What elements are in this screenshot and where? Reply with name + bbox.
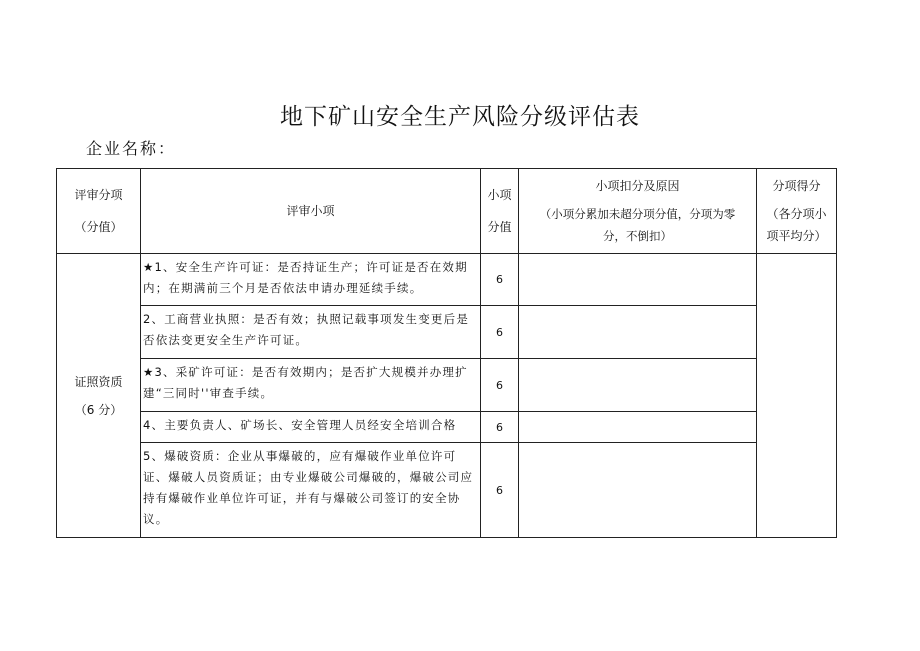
header-deduction — [519, 169, 757, 254]
company-name-label: 企业名称： — [86, 139, 177, 158]
page-title: 地下矿山安全生产风险分级评估表 — [280, 104, 640, 130]
header-deduction-note1: （小项分累加未超分项分值，分项为零 — [539, 207, 736, 221]
header-subscore-line2: 分值 — [487, 220, 512, 234]
item-text: 5、爆破资质：企业从事爆破的，应有爆破作业单位许可证、爆破人员资质证；由专业爆破公司爆破的，爆破公司应持有爆破作业单位许可证，并有与爆破公司签订的安全协议。 — [141, 443, 481, 538]
table-row — [57, 306, 837, 359]
header-result-note1: （各分项小 — [766, 207, 827, 221]
item-score: 6 — [481, 443, 519, 538]
header-result — [757, 169, 837, 254]
header-category-unit: （分值） — [74, 220, 123, 234]
item-text: ★3、采矿许可证：是否有效期内；是否扩大规模并办理扩建“三同时''审查手续。 — [141, 359, 481, 412]
header-category — [57, 169, 141, 254]
category-score: （6 分） — [74, 402, 123, 417]
category-cell — [57, 254, 141, 538]
deduction-cell[interactable] — [519, 359, 757, 412]
table-row — [57, 443, 837, 538]
item-score: 6 — [481, 359, 519, 412]
deduction-cell[interactable] — [519, 306, 757, 359]
header-category-title: 评审分项 — [74, 188, 123, 202]
header-deduction-title: 小项扣分及原因 — [595, 179, 680, 193]
table-row — [57, 254, 837, 306]
header-subscore-line1: 小项 — [487, 188, 512, 202]
header-item: 评审小项 — [141, 169, 481, 254]
header-result-note2: 项平均分） — [766, 229, 827, 243]
deduction-cell[interactable] — [519, 412, 757, 443]
category-name: 证照资质 — [74, 374, 123, 389]
assessment-table — [56, 168, 837, 538]
item-score: 6 — [481, 412, 519, 443]
table-row — [57, 359, 837, 412]
header-result-title: 分项得分 — [772, 179, 821, 193]
table-header-row — [57, 169, 837, 254]
deduction-cell[interactable] — [519, 443, 757, 538]
header-deduction-note2: 分，不倒扣） — [603, 229, 672, 243]
item-score: 6 — [481, 306, 519, 359]
table-row — [57, 412, 837, 443]
header-subscore — [481, 169, 519, 254]
deduction-cell[interactable] — [519, 254, 757, 306]
result-cell[interactable] — [757, 254, 837, 538]
item-text: 4、主要负责人、矿场长、安全管理人员经安全培训合格 — [141, 412, 481, 443]
item-text: ★1、安全生产许可证：是否持证生产；许可证是否在效期内；在期满前三个月是否依法申请办理延续手续。 — [141, 254, 481, 306]
item-text: 2、工商营业执照：是否有效；执照记载事项发生变更后是否依法变更安全生产许可证。 — [141, 306, 481, 359]
item-score: 6 — [481, 254, 519, 306]
